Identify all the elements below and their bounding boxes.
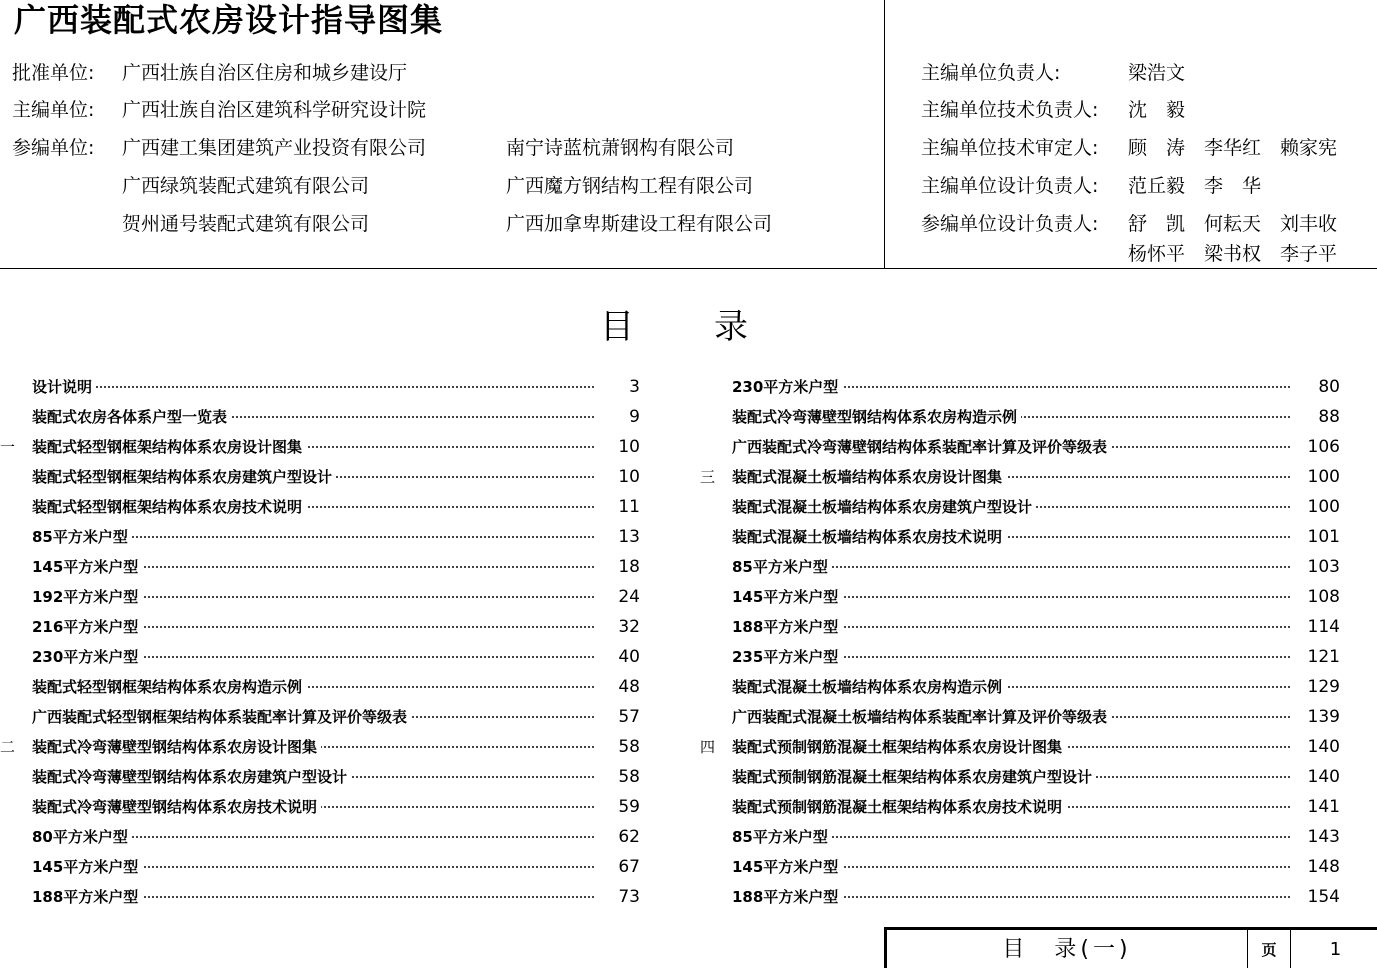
- title-block: [884, 927, 1377, 968]
- toc-entry-title: 230平方米户型: [732, 372, 842, 402]
- toc-leader-dots: [32, 386, 594, 388]
- participant-unit: 广西加拿卑斯建设工程有限公司: [506, 213, 773, 235]
- toc-entry-title: 装配式预制钢筋混凝土框架结构体系农房建筑户型设计: [732, 762, 1096, 792]
- toc-entry: [0, 672, 640, 702]
- toc-entry: [700, 612, 1340, 642]
- toc-entry-page: 140: [1290, 762, 1340, 792]
- toc-entry-title: 装配式混凝土板墙结构体系农房建筑户型设计: [732, 492, 1036, 522]
- toc-heading: 目录: [600, 307, 828, 347]
- toc-entry-page: 100: [1290, 462, 1340, 492]
- page-title: 广西装配式农房设计指导图集: [14, 1, 444, 39]
- toc-entry-page: 73: [596, 882, 640, 912]
- responsible-label: 主编单位设计负责人:: [921, 175, 1099, 197]
- toc-entry: [700, 852, 1340, 882]
- toc-entry-page: 88: [1290, 402, 1340, 432]
- responsible-value: 顾 涛 李华红 赖家宪: [1128, 137, 1338, 159]
- toc-entry-page: 114: [1290, 612, 1340, 642]
- toc-entry: [700, 732, 1340, 762]
- toc-entry-title: 85平方米户型: [32, 522, 132, 552]
- footer-page-number: 1: [1329, 939, 1342, 960]
- toc-entry: [700, 582, 1340, 612]
- participant-unit: 广西建工集团建筑产业投资有限公司: [122, 137, 427, 159]
- toc-entry-page: 24: [596, 582, 640, 612]
- toc-entry-title: 广西装配式轻型钢框架结构体系装配率计算及评价等级表: [32, 702, 411, 732]
- toc-right-column: [700, 372, 1340, 912]
- toc-entry-page: 10: [596, 462, 640, 492]
- participant-unit: 南宁诗蓝杭萧钢构有限公司: [506, 137, 735, 159]
- toc-entry-title: 装配式冷弯薄壁型钢结构体系农房构造示例: [732, 402, 1021, 432]
- toc-entry-page: 3: [596, 372, 640, 402]
- toc-entry: [700, 432, 1340, 462]
- toc-entry-page: 148: [1290, 852, 1340, 882]
- toc-entry-page: 121: [1290, 642, 1340, 672]
- toc-entry-page: 129: [1290, 672, 1340, 702]
- toc-entry-number: 二: [0, 738, 16, 756]
- toc-entry: [0, 552, 640, 582]
- participant-unit: 广西魔方钢结构工程有限公司: [506, 175, 754, 197]
- toc-entry: [0, 792, 640, 822]
- responsible-value: 沈 毅: [1128, 99, 1186, 121]
- toc-entry-page: 67: [596, 852, 640, 882]
- responsible-value: 范丘毅 李 华: [1128, 175, 1262, 197]
- approval-label: 批准单位:: [12, 62, 95, 84]
- toc-entry-title: 装配式轻型钢框架结构体系农房构造示例: [32, 672, 306, 702]
- toc-entry-title: 装配式农房各体系户型一览表: [32, 402, 231, 432]
- toc-entry: [700, 642, 1340, 672]
- toc-entry: [0, 582, 640, 612]
- toc-entry-page: 58: [596, 762, 640, 792]
- toc-entry-page: 100: [1290, 492, 1340, 522]
- toc-entry-title: 145平方米户型: [732, 582, 842, 612]
- toc-entry-page: 140: [1290, 732, 1340, 762]
- responsible-label: 主编单位技术负责人:: [921, 99, 1099, 121]
- toc-entry-page: 62: [596, 822, 640, 852]
- toc-entry: [0, 492, 640, 522]
- responsible-value: 梁浩文: [1128, 62, 1186, 84]
- toc-entry: [0, 762, 640, 792]
- toc-entry-title: 192平方米户型: [32, 582, 142, 612]
- toc-entry: [700, 462, 1340, 492]
- toc-entry-page: 57: [596, 702, 640, 732]
- toc-entry: [700, 492, 1340, 522]
- toc-entry: [0, 402, 640, 432]
- toc-entry-title: 装配式混凝土板墙结构体系农房设计图集: [732, 462, 1006, 492]
- toc-entry: [700, 672, 1340, 702]
- toc-entry-page: 80: [1290, 372, 1340, 402]
- toc-entry-title: 广西装配式冷弯薄壁钢结构体系装配率计算及评价等级表: [732, 432, 1111, 462]
- toc-entry-title: 188平方米户型: [732, 882, 842, 912]
- toc-entry-title: 145平方米户型: [732, 852, 842, 882]
- toc-entry-number: 四: [700, 738, 716, 756]
- toc-entry: [0, 432, 640, 462]
- toc-entry-page: 154: [1290, 882, 1340, 912]
- toc-entry: [700, 762, 1340, 792]
- toc-entry: [0, 822, 640, 852]
- toc-entry-title: 装配式轻型钢框架结构体系农房建筑户型设计: [32, 462, 336, 492]
- header-horizontal-divider: [0, 268, 1377, 269]
- toc-entry-page: 58: [596, 732, 640, 762]
- toc-entry-title: 80平方米户型: [32, 822, 132, 852]
- responsible-label: 主编单位负责人:: [921, 62, 1061, 84]
- toc-entry-page: 40: [596, 642, 640, 672]
- toc-entry-title: 85平方米户型: [732, 822, 832, 852]
- toc-entry-title: 装配式混凝土板墙结构体系农房构造示例: [732, 672, 1006, 702]
- toc-entry-title: 145平方米户型: [32, 852, 142, 882]
- toc-entry: [700, 792, 1340, 822]
- toc-entry-page: 11: [596, 492, 640, 522]
- toc-entry-title: 装配式轻型钢框架结构体系农房设计图集: [32, 432, 306, 462]
- responsible-label: 参编单位设计负责人:: [921, 213, 1099, 235]
- footer-title: 目 录(一): [1002, 937, 1132, 962]
- toc-entry-page: 108: [1290, 582, 1340, 612]
- toc-entry-title: 装配式混凝土板墙结构体系农房技术说明: [732, 522, 1006, 552]
- toc-entry: [700, 822, 1340, 852]
- toc-entry-title: 装配式预制钢筋混凝土框架结构体系农房技术说明: [732, 792, 1066, 822]
- toc-entry: [0, 372, 640, 402]
- toc-entry: [0, 462, 640, 492]
- participant-unit: 广西绿筑装配式建筑有限公司: [122, 175, 370, 197]
- responsible-label: 主编单位技术审定人:: [921, 137, 1099, 159]
- toc-entry-page: 13: [596, 522, 640, 552]
- toc-entry-title: 装配式轻型钢框架结构体系农房技术说明: [32, 492, 306, 522]
- toc-entry-page: 10: [596, 432, 640, 462]
- toc-entry-title: 216平方米户型: [32, 612, 142, 642]
- toc-left-column: [0, 372, 640, 912]
- toc-entry: [700, 522, 1340, 552]
- toc-entry-page: 18: [596, 552, 640, 582]
- toc-entry: [0, 732, 640, 762]
- toc-entry-page: 101: [1290, 522, 1340, 552]
- toc-entry: [0, 612, 640, 642]
- toc-entry-title: 装配式冷弯薄壁型钢结构体系农房技术说明: [32, 792, 321, 822]
- header-vertical-divider: [884, 0, 885, 268]
- toc-entry: [0, 702, 640, 732]
- responsible-value: 杨怀平 梁书权 李子平: [1128, 243, 1338, 265]
- footer-page-label: 页: [1261, 941, 1277, 959]
- responsible-value: 舒 凯 何耘天 刘丰收: [1128, 213, 1338, 235]
- chief-editor-value: 广西壮族自治区建筑科学研究设计院: [122, 99, 427, 121]
- toc-entry-page: 143: [1290, 822, 1340, 852]
- toc-entry-page: 59: [596, 792, 640, 822]
- toc-entry-title: 装配式冷弯薄壁型钢结构体系农房设计图集: [32, 732, 321, 762]
- toc-entry-title: 85平方米户型: [732, 552, 832, 582]
- approval-value: 广西壮族自治区住房和城乡建设厅: [122, 62, 408, 84]
- toc-entry: [0, 642, 640, 672]
- toc-entry-page: 103: [1290, 552, 1340, 582]
- toc-entry-title: 188平方米户型: [32, 882, 142, 912]
- toc-entry-page: 139: [1290, 702, 1340, 732]
- toc-entry-title: 装配式预制钢筋混凝土框架结构体系农房设计图集: [732, 732, 1066, 762]
- toc-entry-title: 广西装配式混凝土板墙结构体系装配率计算及评价等级表: [732, 702, 1111, 732]
- toc-entry: [0, 522, 640, 552]
- toc-entry: [0, 852, 640, 882]
- participant-unit: 贺州通号装配式建筑有限公司: [122, 213, 370, 235]
- toc-entry: [700, 552, 1340, 582]
- toc-entry-page: 32: [596, 612, 640, 642]
- toc-entry: [0, 882, 640, 912]
- toc-entry-page: 106: [1290, 432, 1340, 462]
- participants-label: 参编单位:: [12, 137, 95, 159]
- chief-editor-label: 主编单位:: [12, 99, 95, 121]
- toc-entry-title: 188平方米户型: [732, 612, 842, 642]
- toc-entry-page: 9: [596, 402, 640, 432]
- toc-entry-page: 141: [1290, 792, 1340, 822]
- toc-entry-title: 装配式冷弯薄壁型钢结构体系农房建筑户型设计: [32, 762, 351, 792]
- toc-entry: [700, 402, 1340, 432]
- toc-entry-title: 设计说明: [32, 372, 96, 402]
- toc-entry-title: 230平方米户型: [32, 642, 142, 672]
- toc-entry-number: 一: [0, 438, 16, 456]
- toc-entry: [700, 372, 1340, 402]
- toc-entry-title: 145平方米户型: [32, 552, 142, 582]
- toc-entry: [700, 882, 1340, 912]
- toc-entry-title: 235平方米户型: [732, 642, 842, 672]
- toc-entry-number: 三: [700, 468, 716, 486]
- toc-entry: [700, 702, 1340, 732]
- toc-entry-page: 48: [596, 672, 640, 702]
